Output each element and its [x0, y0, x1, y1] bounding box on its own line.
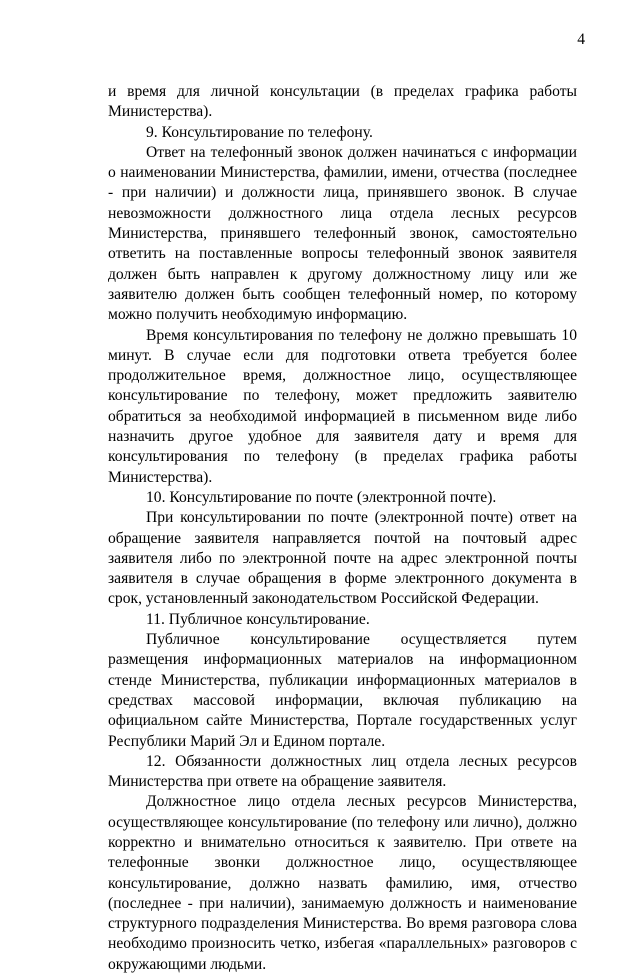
section-heading-9: 9. Консультирование по телефону.	[146, 123, 373, 141]
paragraph-mail-consulting: При консультировании по почте (электронной почте) ответ на обращение заявителя направляется почтой на почтовый адрес заявителя либо по электронной почте на адрес электронной почты заявителя в случае обращения в форме электронного документа в срок, установленный законодательством Российской Федерации.	[108, 509, 577, 608]
document-body	[108, 82, 577, 975]
paragraph-phone-answer: Ответ на телефонный звонок должен начинаться с информации о наименовании Министерства, фамилии, имени, отчества (последнее - при наличии) и должности лица, принявшего звонок. В случае невозможности должностного лица отдела лесных ресурсов Министерства, принявшего телефонный звонок, самостоятельно ответить на поставленные вопросы телефонный звонок заявителя должен быть направлен к другому должностному лицу или же заявителю должен быть сообщен телефонный номер, по которому можно получить необходимую информацию.	[108, 143, 577, 324]
section-heading-10: 10. Консультирование по почте (электронной почте).	[146, 488, 497, 506]
section-heading-11: 11. Публичное консультирование.	[146, 610, 370, 628]
page-number: 4	[577, 31, 585, 48]
paragraph-public-consulting: Публичное консультирование осуществляется путем размещения информационных материалов на информационном стенде Министерства, публикации информационных материалов в средствах массовой информации, включая публикацию на официальном сайте Министерства, Портале государственных услуг Республики Марий Эл и Едином портале.	[108, 631, 577, 750]
paragraph-phone-duration: Время консультирования по телефону не должно превышать 10 минут. В случае если для подготовки ответа требуется более продолжительное время, должностное лицо, осуществляющее консультирование по телефону, может предложить заявителю обратиться за необходимой информацией в письменном виде либо назначить другое удобное для заявителя дату и время для консультирования по телефону (в пределах графика работы Министерства).	[108, 326, 577, 486]
paragraph-continuation: и время для личной консультации (в пределах графика работы Министерства).	[108, 83, 577, 121]
paragraph-official-duties: Должностное лицо отдела лесных ресурсов Министерства, осуществляющее консультирование (по телефону или лично), должно корректно и внимательно относиться к заявителю. При ответе на телефонные звонки должностное лицо, осуществляющее консультирование, должно назвать фамилию, имя, отчество (последнее - при наличии), занимаемую должность и наименование структурного подразделения Министерства. Во время разговора слова необходимо произносить четко, избегая «параллельных» разговоров с окружающими людьми.	[108, 793, 577, 973]
section-heading-12: 12. Обязанности должностных лиц отдела лесных ресурсов Министерства при ответе на обращение заявителя.	[108, 752, 577, 791]
